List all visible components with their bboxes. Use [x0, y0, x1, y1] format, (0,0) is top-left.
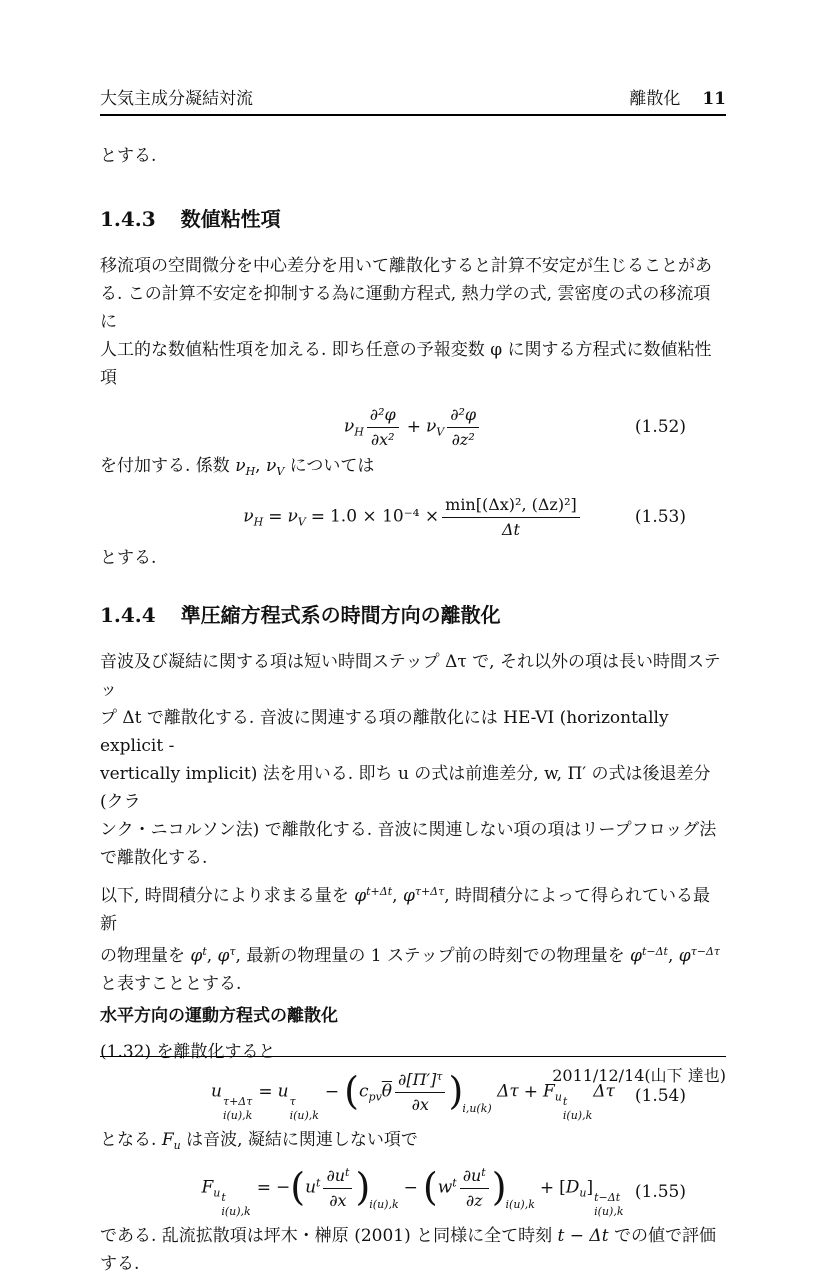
equation-155: [100, 1162, 726, 1222]
math-var: D: [565, 1178, 580, 1199]
text-line: る. この計算不安定を抑制する為に運動方程式, 熱力学の式, 雲密度の式の移流項に: [100, 284, 711, 332]
text-line: [100, 878, 726, 938]
text-run: 以下, 時間積分により求まる量を: [100, 886, 355, 906]
text-run: , 時間積分によって得られている最新: [100, 886, 711, 934]
math-var: F: [161, 1130, 174, 1150]
sub-script: i(u),k: [594, 1204, 624, 1218]
math-var: c: [359, 1082, 369, 1103]
paren-sub-script: i(u),k: [505, 1198, 535, 1212]
sub-script: i(u),k: [223, 1108, 253, 1122]
equation-number: (1.52): [634, 417, 686, 437]
sub-script: i(u),k: [289, 1108, 319, 1122]
text-line: 人工的な数値粘性項を加える. 即ち任意の予報変数 φ に関する方程式に数値粘性項: [100, 340, 712, 388]
math-var: φ: [402, 886, 415, 906]
math-var: φ: [354, 886, 367, 906]
equation-body: [243, 494, 583, 540]
math-var: ν: [265, 456, 277, 476]
math-operator: +: [523, 1082, 539, 1103]
sup-sub-stack: [223, 1095, 252, 1123]
math-var-overline: $\overline{\theta}$: [381, 1082, 393, 1103]
math-operator: =: [268, 506, 283, 527]
math-term: ∂u: [326, 1166, 346, 1186]
sup-script: τ: [229, 945, 236, 958]
header-section-name: 離散化: [629, 89, 681, 109]
sup-script: t−Δt: [641, 945, 668, 958]
math-operator: +: [406, 416, 421, 437]
math-term: t − Δt: [557, 1226, 609, 1246]
page-header: [100, 84, 726, 116]
sup-script: t: [316, 1177, 321, 1191]
sub-script: i(u),k: [221, 1204, 251, 1218]
math-var: φ: [630, 946, 642, 966]
equation-152: [100, 402, 726, 452]
paragraph-tonaru: [100, 1126, 726, 1160]
text-run: については: [284, 456, 375, 476]
fraction: [460, 1165, 489, 1211]
paragraph-tosuru-1: とする.: [100, 146, 157, 166]
equation-body: $F_u$ t i(u),k = $-(u^t$ $\frac{\partial u^t}{\partial x}$ )$i(u),k- (w^t$ $\frac{\partial u^t}{\partial z}$ )$i(u),k+ [D_u]$ t−Δt i(u),k: [201, 1164, 624, 1218]
numerator: ∂²φ: [447, 404, 479, 428]
math-var: φ: [217, 946, 230, 966]
text-line: と表すこととする.: [100, 974, 242, 994]
math-var: F: [201, 1178, 214, 1199]
sub-script: u: [173, 1139, 181, 1152]
paren-sub-script: i(u),k: [369, 1198, 399, 1212]
paragraph-144a: [100, 648, 726, 872]
denominator: ∂x: [329, 1191, 347, 1211]
text-run: ,: [255, 456, 266, 476]
text-line: ンク・ニコルソン法) で離散化する. 音波に関連しない項の項はリープフロッグ法: [100, 820, 717, 840]
sup-script: t: [562, 1095, 568, 1109]
sup-sub-stack: [594, 1191, 623, 1219]
text-run: ,: [206, 946, 218, 966]
sub-script: i(u),k: [562, 1108, 593, 1122]
math-var: φ: [678, 946, 691, 966]
fraction: [367, 404, 399, 450]
equation-body: [344, 404, 482, 450]
math-var: F: [543, 1082, 555, 1103]
math-term: Δτ: [593, 1082, 615, 1103]
equation-number: (1.54): [634, 1086, 686, 1106]
numerator: [460, 1165, 489, 1189]
sup-script: t: [202, 945, 207, 958]
sup-sub-stack: [563, 1095, 592, 1123]
text-run: は音波, 凝結に関連しない項で: [180, 1130, 418, 1150]
page-footer: [100, 1056, 726, 1086]
math-operator: −: [403, 1178, 418, 1199]
math-var: ν: [287, 506, 298, 527]
sup-script: t−Δt: [594, 1191, 621, 1205]
paragraph-143: [100, 252, 726, 392]
math-operator: +: [539, 1178, 555, 1199]
section-heading-144: [100, 602, 726, 628]
sup-script: τ+Δτ: [414, 885, 445, 898]
subsection-heading: 水平方向の運動方程式の離散化: [100, 1006, 338, 1026]
sup-script: τ: [436, 1070, 443, 1084]
math-var: u: [277, 1082, 289, 1103]
paragraph-tosuru-2: とする.: [100, 548, 157, 568]
math-var: ν: [243, 506, 254, 527]
text-run: である. 乱流拡散項は坪木・榊原 (2001) と同様に全て時刻: [100, 1226, 558, 1246]
running-title: 大気主成分凝結対流: [100, 89, 253, 109]
denominator: ∂x²: [370, 429, 395, 449]
sub-script: u: [213, 1187, 221, 1201]
sup-sub-stack: [290, 1095, 319, 1123]
text-run: の物理量を: [100, 946, 191, 966]
sub-script: u: [554, 1091, 562, 1105]
math-var: u: [211, 1082, 222, 1103]
math-coefficient: 1.0 × 10⁻⁴ ×: [329, 506, 440, 527]
math-term: ∂[Π′]: [398, 1070, 437, 1090]
text-line: で離散化する.: [100, 848, 208, 868]
math-var: ν: [425, 416, 437, 437]
math-term: Δτ: [497, 1082, 519, 1103]
header-right: [629, 84, 726, 109]
sub-script: H: [354, 425, 364, 439]
text-line: vertically implicit) 法を用いる. 即ち u の式は前進差分, w, Π′ の式は後退差分 (クラ: [100, 764, 711, 812]
text-run: を付加する. 係数: [100, 456, 236, 476]
sup-sub-stack: [221, 1191, 250, 1219]
section-title: 準圧縮方程式系の時間方向の離散化: [180, 603, 501, 627]
bracket-left: [: [559, 1178, 566, 1199]
section-heading-143: [100, 206, 726, 232]
footer-date-author: 2011/12/14(山下 達也): [552, 1066, 726, 1085]
sub-script: H: [245, 465, 256, 478]
fraction: [447, 404, 479, 450]
section-number: 1.4.4: [100, 603, 156, 627]
denominator: ∂z: [465, 1191, 483, 1211]
math-var: u: [305, 1178, 317, 1199]
sub-script: u: [579, 1187, 587, 1201]
numerator: min[(Δx)², (Δz)²]: [442, 494, 580, 518]
math-operator: =: [258, 1082, 273, 1103]
sub-script: H: [253, 515, 264, 529]
denominator: ∂z²: [451, 429, 475, 449]
fraction: [323, 1165, 352, 1211]
sup-script: t: [345, 1166, 350, 1180]
math-operator: −: [324, 1082, 340, 1103]
math-var: φ: [190, 946, 203, 966]
equation-153: [100, 490, 726, 544]
sup-script: τ−Δτ: [690, 945, 721, 958]
fraction: [442, 494, 580, 540]
sup-script: τ+Δτ: [223, 1095, 253, 1109]
math-var: w: [437, 1178, 453, 1199]
text-run: ,: [392, 886, 403, 906]
sub-script: V: [276, 465, 285, 478]
numerator: ∂²φ: [367, 404, 399, 428]
paragraph-144b: [100, 878, 726, 998]
equation-body: u τ+Δτ i(u),k = u τ i(u),k − ($c_{pv}\overline{\theta}$ $\frac{\partial[\Pi']^\tau}{\partial x}$ )i,u(k) $\Delta\tau + F_u$ t i(u),k Δτ: [211, 1068, 615, 1122]
text-run: , 最新の物理量の 1 ステップ前の時刻での物理量を: [235, 946, 631, 966]
paren-sub-script: i,u(k): [462, 1102, 492, 1116]
sup-script: τ: [289, 1095, 296, 1109]
sub-script: pv: [368, 1091, 382, 1105]
numerator: [323, 1165, 352, 1189]
sub-script: V: [297, 515, 306, 529]
text-line: 音波及び凝結に関する項は短い時間ステップ Δτ で, それ以外の項は長い時間ステッ: [100, 652, 721, 700]
page-number: 11: [702, 89, 726, 109]
text-line: プ Δt で離散化する. 音波に関連する項の離散化には HE-VI (horizontally explicit -: [100, 708, 669, 756]
sup-script: t+Δt: [366, 885, 393, 898]
math-var: ν: [343, 416, 355, 437]
text-line: [100, 938, 726, 970]
text-run: となる.: [100, 1130, 162, 1150]
sup-script: t: [452, 1177, 457, 1191]
math-term: ∂u: [462, 1166, 482, 1186]
math-operator: =: [310, 506, 325, 527]
text-line: 移流項の空間微分を中心差分を用いて離散化すると計算不安定が生じることがあ: [100, 256, 712, 276]
equation-number: (1.53): [634, 507, 686, 527]
section-number: 1.4.3: [100, 207, 156, 231]
paragraph-coefficient: [100, 452, 726, 486]
equation-number: (1.55): [634, 1182, 686, 1202]
math-operator: −: [275, 1178, 291, 1199]
text-run: ,: [667, 946, 679, 966]
math-var: ν: [235, 456, 246, 476]
text-run: での値で評価する.: [100, 1226, 716, 1274]
bracket-right: ]: [586, 1178, 594, 1199]
sup-script: t: [481, 1166, 486, 1180]
sup-script: t: [221, 1191, 226, 1205]
paragraph-132: (1.32) を離散化すると: [100, 1042, 276, 1062]
paragraph-dearu: [100, 1222, 726, 1278]
math-operator: =: [256, 1178, 271, 1199]
denominator: Δt: [501, 519, 520, 539]
denominator: ∂x: [411, 1095, 429, 1115]
sub-script: V: [436, 425, 445, 439]
section-title: 数値粘性項: [180, 207, 281, 231]
